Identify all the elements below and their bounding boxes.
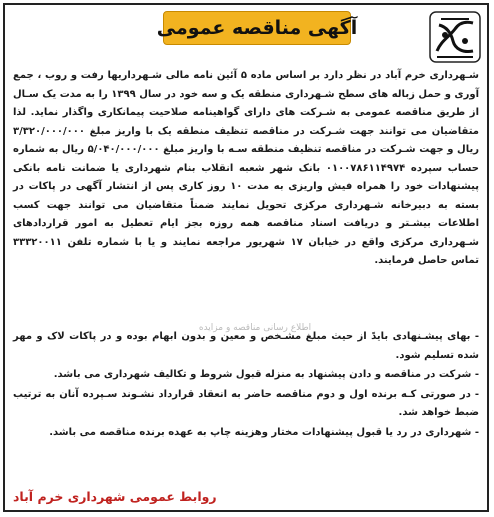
body-paragraph: شـهرداری خرم آباد در نظر دارد بر اساس ماده ۵ آئین نامه مالی شـهرداریها رفت و روب ، جمع آوری و حمل زباله های سطح شـهرداری منطقه یک و سه خود در سال ۱۳۹۹ را به مدت یک سـال از طریق مناقصه عمومی به شـرکت های دارای گواهینامه صلاحیت پیمانکاری واگذار نماید. لذا متقاضیان می توانند جهت شـرکت در مناقصه تنظیف منطقه یک با واریز مبلغ ۳/۳۲۰/۰۰۰/۰۰۰ ریال و جهت شـرکت در مناقصه تنظیف منطقه سـه با واریز مبلغ ۵/۰۴۰/۰۰۰/۰۰۰ ریال به شماره حساب سپرده ۰۱۰۰۷۸۶۱۱۴۹۷۴ بانک شهر شعبه انقلاب بنام شهرداری یا ضمانت نامه بانکی پیشنهادات خود را همراه فیش واریزی به مدت ۱۰ روز کاری پس از انتشار آگهی در پاکات در بسته به دبیرخانه شـهرداری مرکزی تحویل نمایند ضمناً متقاضیان می توانند جهت کسب اطلاعات بیشـتر و دریافت اسناد مناقصه همه روزه بجز ایام تعطیل به امور قراردادهای شـهرداری مرکزی واقع در خیابان ۱۷ شهریور مراجعه نمایند و یا با شماره تلفن ۳۳۳۲۰۰۱۱ تماس حاصل فرمایند. <box>13 70 480 266</box>
public-relations-signature: روابط عمومی شهرداری خرم آباد <box>13 489 217 504</box>
conditions-list <box>13 328 479 443</box>
page-title: آگهی مناقصه عمومی <box>156 17 358 39</box>
title-banner <box>156 11 358 45</box>
watermark-text: اطلاع رسانی مناقصه و مزایده <box>198 323 312 333</box>
condition-item: - بهای پیشـنهادی بایدً از حیث مبلغ مشـخص و معین و بدون ابهام بوده و در پاکات لاک و مهر شده تسلیم شود. <box>13 331 479 361</box>
condition-item: - در صورتی کـه برنده اول و دوم مناقصه حاضر به انعقاد قرارداد نشـوند سـپرده آنان به ترتیب ضبط خواهد شد. <box>13 388 479 418</box>
condition-item: - شرکت در مناقصه و دادن پیشنهاد به منزله قبول شروط و تکالیف شهرداری می باشد. <box>53 369 479 380</box>
notice-frame <box>3 3 489 512</box>
notice-body <box>13 67 479 271</box>
municipality-logo-icon <box>429 11 481 63</box>
condition-item: - شهرداری در رد یا قبول پیشنهادات مختار وهزینه چاپ به عهده برنده مناقصه می باشد. <box>49 426 479 438</box>
notice-header <box>5 5 487 67</box>
